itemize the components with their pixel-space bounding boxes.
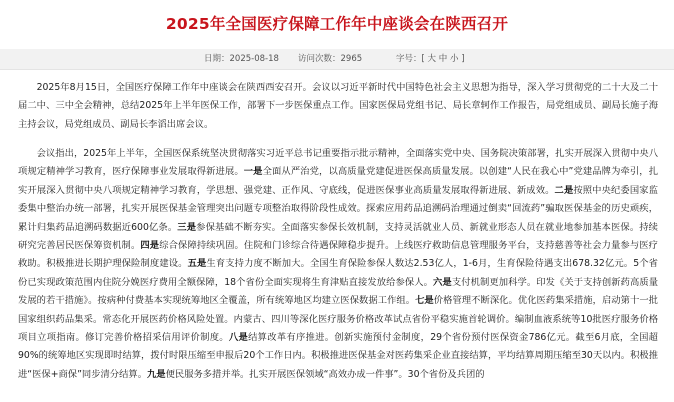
paragraph-text: 按照中央纪委国家监委集中整治办统一部署，扎实开展医保基金管理突出问题专项整治取得阶段性成效。探索应用药品追溯码治理通过倒卖“回流药”骗取医保基金的历史顽疾，累计归集药品追溯码数据近600亿条。: [18, 184, 658, 233]
font-size-large-button[interactable]: 大: [427, 54, 437, 64]
item-heading-3: 三是: [177, 221, 197, 233]
item-heading-6: 六是: [433, 276, 452, 288]
article-meta-bar: [0, 49, 674, 70]
paragraph-text: 会议指出，2025年上半年，全国医保系统坚决贯彻落实习近平总书记重要指示批示精神，全面落实党中央、国务院决策部署，扎实开展深入贯彻中央八项规定精神学习教育，医疗保障事业发展取得新进展。: [18, 148, 658, 178]
item-heading-5: 五是: [187, 258, 207, 270]
paragraph-text: 全面从严治党，以高质量党建促进医保高质量发展。以创建“人民在我心中”党建品牌为牵引，扎实开展深入贯彻中央八项规定精神学习教育，学思想、强党建、正作风、守底线，促进医保事业高质量发展取得新进展、新成效。: [18, 166, 658, 196]
font-size-label: 字号：[: [396, 54, 425, 64]
publish-date: 日期：2025-08-18: [204, 54, 279, 64]
font-size-small-button[interactable]: 小: [449, 54, 459, 64]
paragraph-text: 参保基础不断夯实。全面落实参保长效机制，支持灵活就业人员、新就业形态人员在就业地参加基本医保。持续研究完善居民医保筹资机制。: [18, 221, 658, 252]
view-count: 访问次数：2965: [298, 54, 363, 64]
paragraph-text: 生育支持力度不断加大。全国生育保险参保人数达2.53亿人，1-6月，生育保险待遇支出678.32亿元。5个省份已实现政策范围内住院分娩医疗费用全额保障，18个省份全面实现将生育津贴直接发放给参保人。: [18, 258, 658, 288]
item-heading-9: 九是: [147, 368, 166, 380]
item-heading-8: 八是: [228, 332, 249, 344]
font-size-bracket-close: ]: [461, 54, 465, 64]
paragraph-text: 便民服务多措并举。扎实开展医保领域“高效办成一件事”。30个省份及兵团的: [165, 368, 485, 380]
paragraph-text: 综合保障持续巩固。住院和门诊综合待遇保障稳步提升。上线医疗救助信息管理服务平台，支持慈善等社会力量参与医疗救助。积极推进长期护理保险制度建设。: [18, 240, 658, 270]
article-paragraph-1: 2025年8月15日，全国医疗保障工作年中座谈会在陕西西安召开。会议以习近平新时代中国特色社会主义思想为指导，深入学习贯彻党的二十大及二十届二中、三中全会精神，总结2025年上半年医保工作，部署下一步医保重点工作。国家医保局党组书记、局长章轲作工作报告，局党组成员、副局长施子海主持会议，局党组成员、副局长李滔出席会议。: [18, 82, 658, 130]
article-paragraph-2: [18, 145, 658, 384]
item-heading-1: 一是: [243, 166, 263, 178]
paragraph-text: 价格管理不断深化。优化医药集采措施，启动第十一批国家组织药品集采。常态化开展医药价格风险处置。内蒙古、四川等深化医疗服务价格改革试点省份平稳实施首轮调价。编制血液系统等10批医疗服务价格项目立项指南。修订完善价格招采信用评价制度。: [18, 295, 658, 344]
paragraph-text: 支付机制更加科学。印发《关于支持创新药高质量发展的若干措施》。按病种付费基本实现统筹地区全覆盖，所有统筹地区均建立医保数据工作组。: [18, 276, 658, 307]
page-title: 2025年全国医疗保障工作年中座谈会在陕西召开: [165, 15, 509, 33]
item-heading-7: 七是: [415, 295, 434, 307]
font-size-medium-button[interactable]: 中: [438, 54, 448, 64]
item-heading-4: 四是: [140, 240, 160, 252]
item-heading-2: 二是: [554, 184, 574, 196]
font-size-control: [396, 49, 465, 69]
paragraph-text: 结算改革有序推进。创新实施预付金制度，29个省份预付医保资金786亿元。截至6月底，全国超90%的统筹地区实现即时结算，拨付时限压缩至申报后20个工作日内。积极推进医保基金对医药集采企业直接结算，平均结算周期压缩至30天以内。积极推进“医保+商保”同步清分结算。: [18, 332, 658, 380]
